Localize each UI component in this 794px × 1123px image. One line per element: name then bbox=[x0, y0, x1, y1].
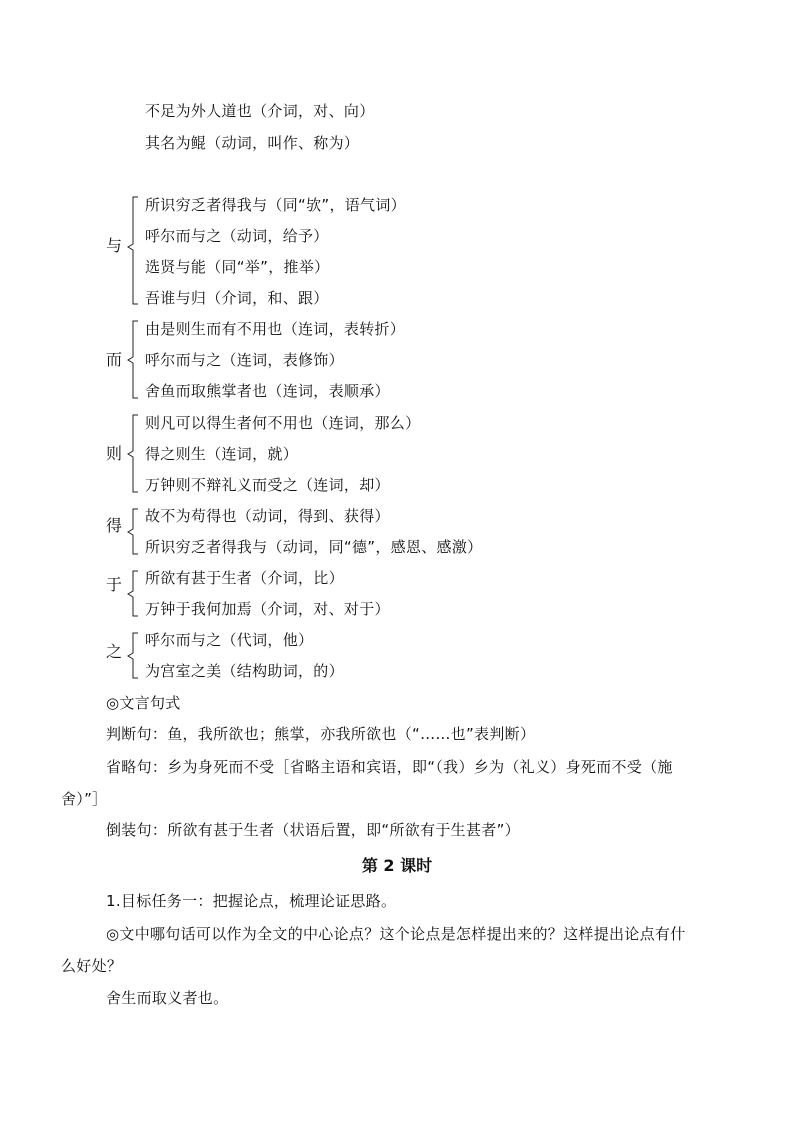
syntax-ellipsis: 省略句：乡为身死而不受［省略主语和宾语，即“（我）乡为（礼义）身死而不受（施 bbox=[106, 758, 673, 776]
group-char: 与 bbox=[106, 236, 123, 255]
section-title: 第 2 课时 bbox=[361, 856, 433, 875]
group-item: 故不为苟得也（动词，得到、获得） bbox=[145, 507, 390, 525]
brace-icon bbox=[124, 414, 140, 494]
question-line-cont: 么好处？ bbox=[61, 957, 123, 975]
group-item: 万钟则不辩礼义而受之（连词，却） bbox=[145, 476, 390, 494]
intro-line-2: 其名为鲲（动词，叫作、称为） bbox=[145, 134, 360, 152]
syntax-ellipsis-cont: 舍）”］ bbox=[61, 790, 108, 808]
group-char: 而 bbox=[106, 350, 123, 369]
group-char: 于 bbox=[106, 575, 123, 594]
group-item: 呼尔而与之（动词，给予） bbox=[145, 227, 329, 245]
answer-line: 舍生而取义者也。 bbox=[106, 989, 229, 1007]
group-item: 所欲有甚于生者（介词，比） bbox=[145, 569, 344, 587]
group-char: 之 bbox=[106, 642, 123, 661]
group-char: 则 bbox=[106, 444, 123, 463]
question-line: ◎文中哪句话可以作为全文的中心论点？这个论点是怎样提出来的？这样提出论点有什 bbox=[106, 925, 686, 943]
syntax-judgment: 判断句：鱼，我所欲也；熊掌，亦我所欲也（“……也”表判断） bbox=[106, 725, 536, 743]
group-char: 得 bbox=[106, 516, 123, 535]
brace-icon bbox=[124, 632, 140, 680]
group-item: 选贤与能（同“举”，推举） bbox=[145, 258, 330, 276]
brace-icon bbox=[124, 508, 140, 556]
group-item: 呼尔而与之（代词，他） bbox=[145, 631, 314, 649]
task-line: 1.目标任务一：把握论点，梳理论证思路。 bbox=[106, 892, 397, 910]
syntax-inversion: 倒装句：所欲有甚于生者（状语后置，即“所欲有于生甚者”） bbox=[106, 821, 520, 839]
group-item: 则凡可以得生者何不用也（连词，那么） bbox=[145, 414, 421, 432]
intro-line-1: 不足为外人道也（介词，对、向） bbox=[145, 102, 375, 120]
group-item: 吾谁与归（介词，和、跟） bbox=[145, 289, 329, 307]
brace-icon bbox=[124, 196, 140, 306]
brace-icon bbox=[124, 570, 140, 618]
group-item: 所识穷乏者得我与（同“欤”，语气词） bbox=[145, 196, 406, 214]
group-item: 所识穷乏者得我与（动词，同“德”，感恩、感激） bbox=[145, 538, 483, 556]
group-item: 得之则生（连词，就） bbox=[145, 445, 299, 463]
group-item: 呼尔而与之（连词，表修饰） bbox=[145, 351, 344, 369]
group-item: 万钟于我何加焉（介词，对、对于） bbox=[145, 600, 390, 618]
group-item: 舍鱼而取熊掌者也（连词，表顺承） bbox=[145, 382, 390, 400]
brace-icon bbox=[124, 320, 140, 400]
syntax-heading: ◎文言句式 bbox=[106, 694, 181, 712]
group-item: 由是则生而有不用也（连词，表转折） bbox=[145, 320, 406, 338]
group-item: 为宫室之美（结构助词，的） bbox=[145, 662, 344, 680]
